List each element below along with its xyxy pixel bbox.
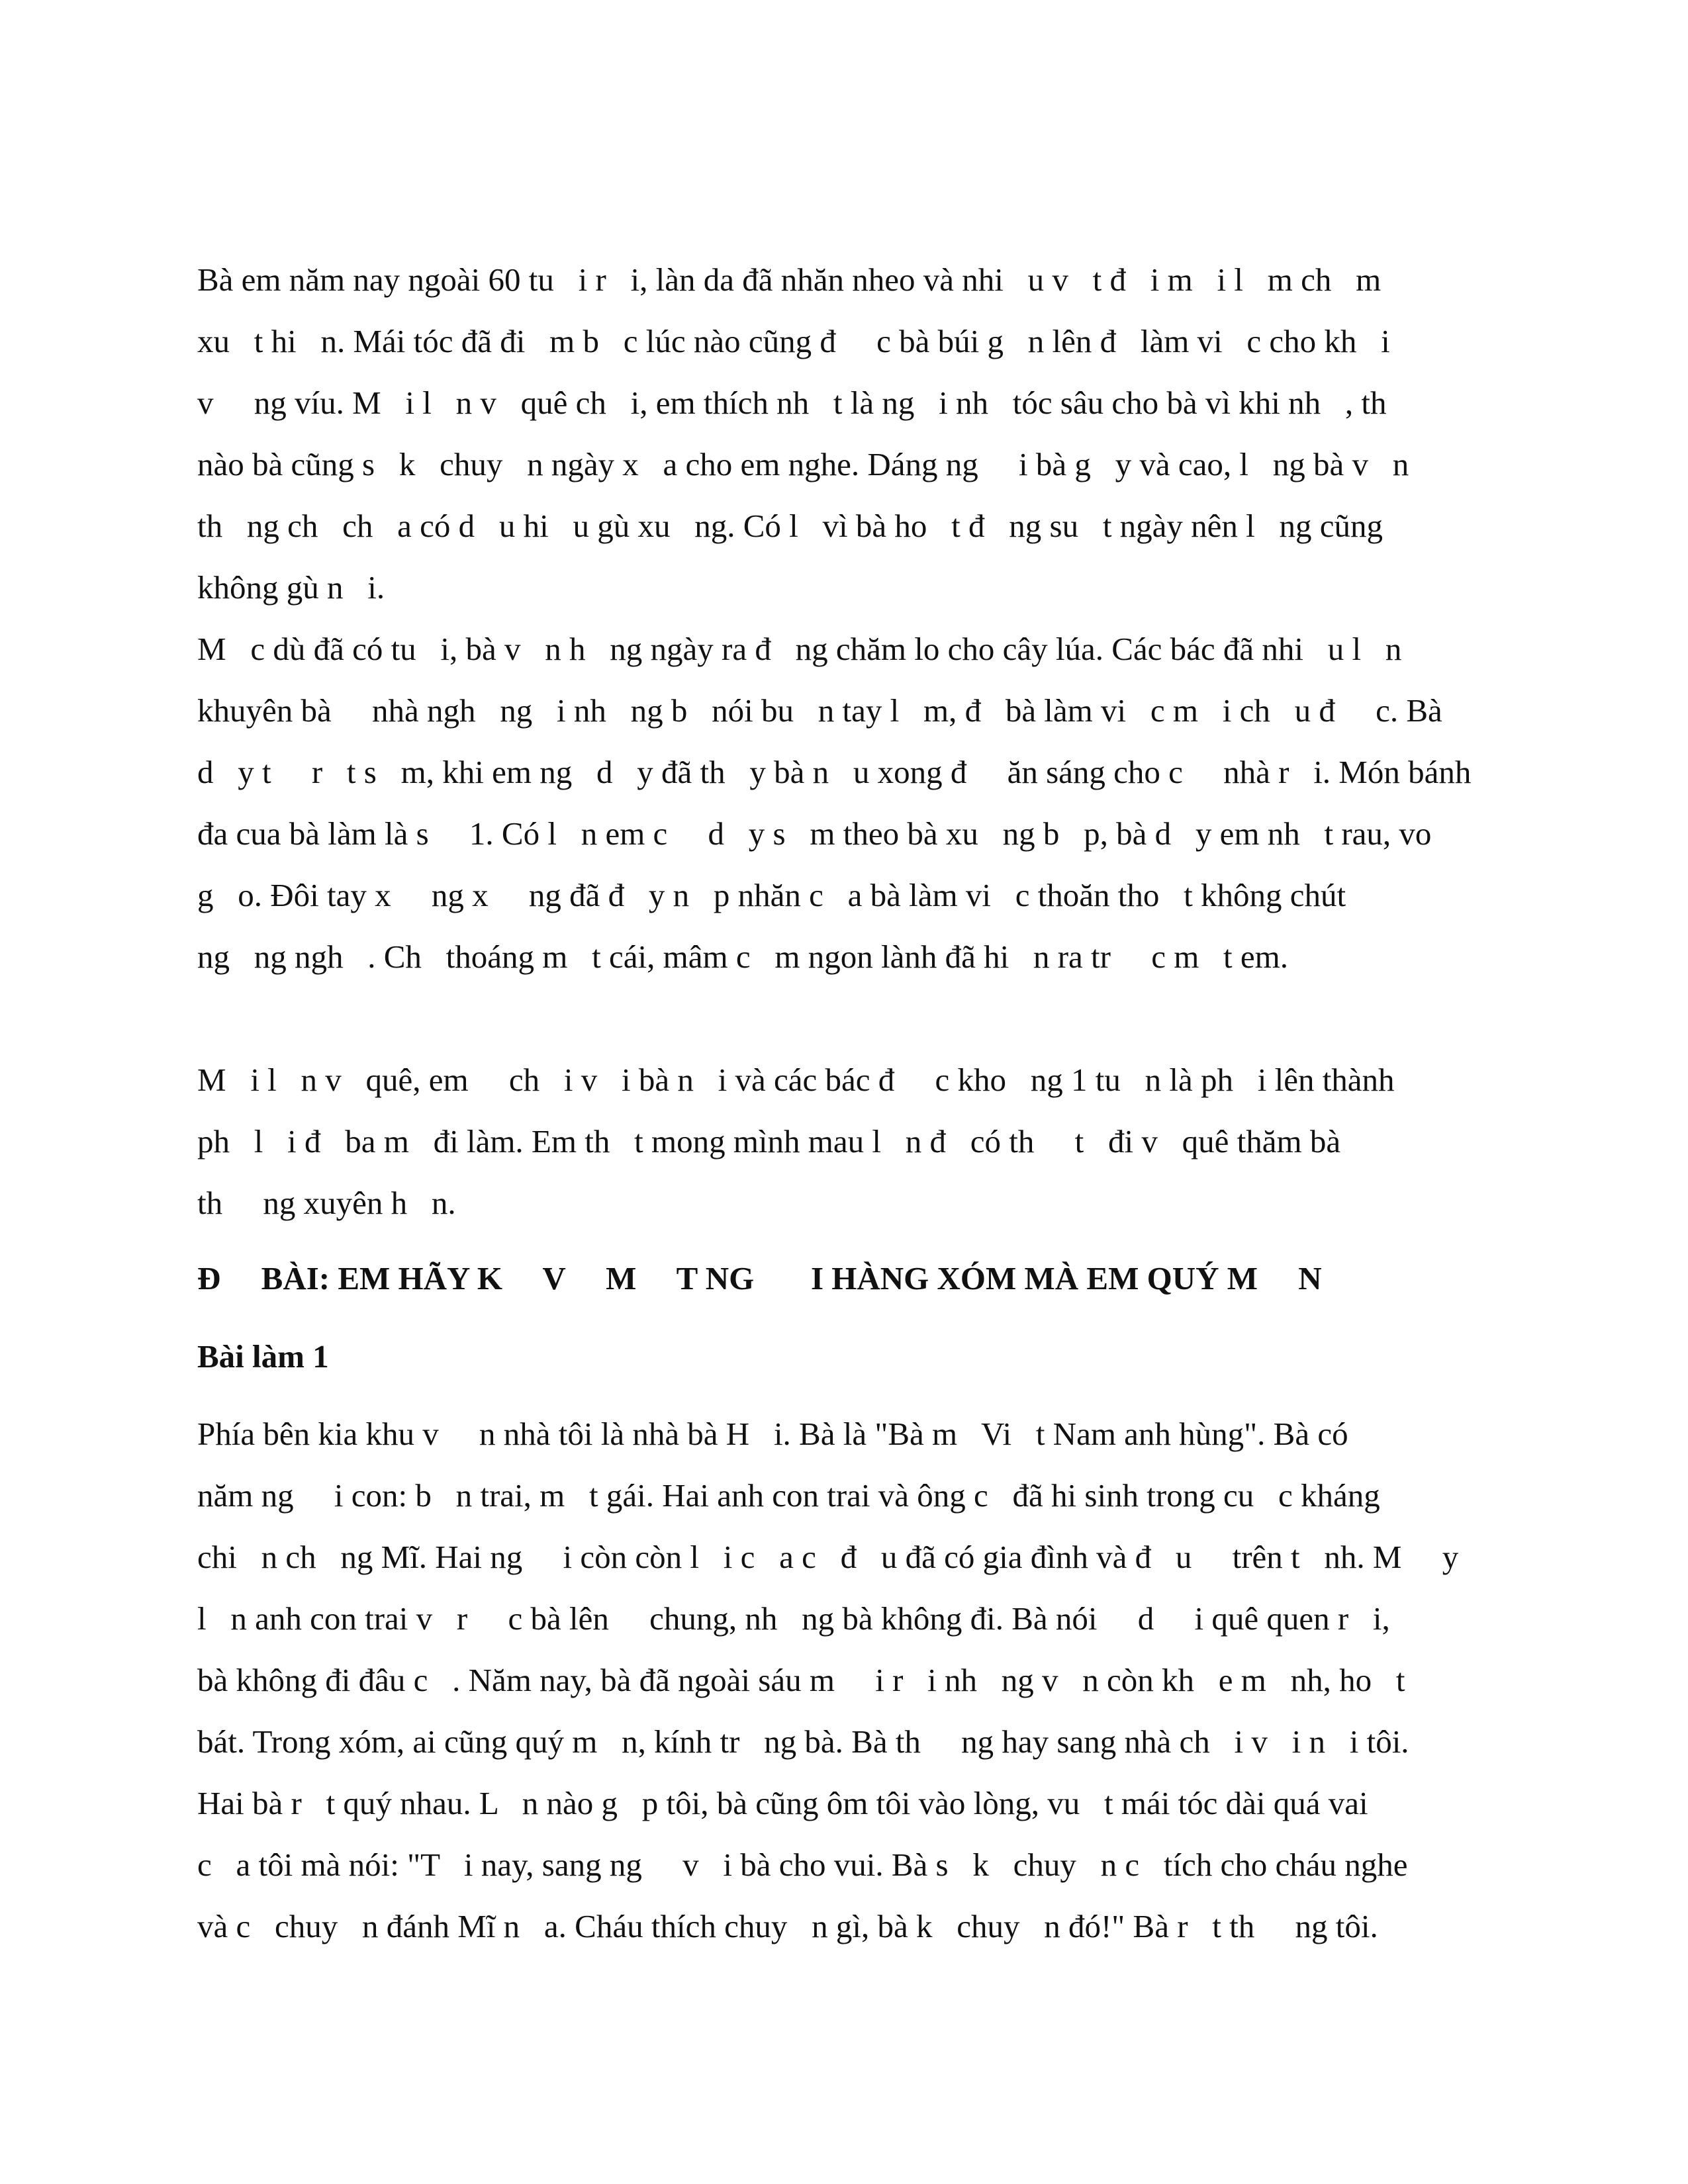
paragraph-line: g o. Đôi tay x ng x ng đã đ y n p nhăn c a bà làm vi c thoăn tho t không chút [197, 877, 1346, 913]
paragraph-line: d y t r t s m, khi em ng d y đã th y bà n u xong đ ăn sáng cho c nhà r i. Món bánh [197, 754, 1472, 790]
paragraph-line: và c chuy n đánh Mĩ n a. Cháu thích chuy n gì, bà k chuy n đó!" Bà r t th ng tôi. [197, 1908, 1378, 1944]
subheading: Bài làm 1 [197, 1338, 329, 1375]
paragraph-line: Bà em năm nay ngoài 60 tu i r i, làn da đã nhăn nheo và nhi u v t đ i m i l m ch m [197, 261, 1382, 298]
paragraph-line: c a tôi mà nói: "T i nay, sang ng v i bà cho vui. Bà s k chuy n c tích cho cháu nghe [197, 1846, 1408, 1883]
paragraph-line: Phía bên kia khu v n nhà tôi là nhà bà H i. Bà là "Bà m Vi t Nam anh hùng". Bà có [197, 1416, 1348, 1452]
paragraph-line: v ng víu. M i l n v quê ch i, em thích nh t là ng i nh tóc sâu cho bà vì khi nh , th [197, 385, 1387, 421]
paragraph-line: bà không đi đâu c . Năm nay, bà đã ngoài sáu m i r i nh ng v n còn kh e m nh, ho t [197, 1662, 1405, 1698]
paragraph-line: M i l n v quê, em ch i v i bà n i và các bác đ c kho ng 1 tu n là ph i lên thành [197, 1062, 1395, 1098]
paragraph-line: đa cua bà làm là s 1. Có l n em c d y s m theo bà xu ng b p, bà d y em nh t rau, vo [197, 815, 1432, 852]
paragraph-line: bát. Trong xóm, ai cũng quý m n, kính tr ng bà. Bà th ng hay sang nhà ch i v i n i tôi. [197, 1723, 1409, 1760]
paragraph-line: th ng xuyên h n. [197, 1185, 456, 1221]
paragraph-line: M c dù đã có tu i, bà v n h ng ngày ra đ ng chăm lo cho cây lúa. Các bác đã nhi u l n [197, 631, 1402, 667]
paragraph-line: khuyên bà nhà ngh ng i nh ng b nói bu n tay l m, đ bà làm vi c m i ch u đ c. Bà [197, 692, 1442, 729]
paragraph-line: l n anh con trai v r c bà lên chung, nh ng bà không đi. Bà nói d i quê quen r i, [197, 1600, 1390, 1637]
paragraph-line: ph l i đ ba m đi làm. Em th t mong mình mau l n đ có th t đi v quê thăm bà [197, 1123, 1341, 1160]
paragraph-line: nào bà cũng s k chuy n ngày x a cho em nghe. Dáng ng i bà g y và cao, l ng bà v n [197, 446, 1409, 482]
paragraph-line: Hai bà r t quý nhau. L n nào g p tôi, bà cũng ôm tôi vào lòng, vu t mái tóc dài quá vai [197, 1785, 1368, 1821]
paragraph-line: ng ng ngh . Ch thoáng m t cái, mâm c m ngon lành đã hi n ra tr c m t em. [197, 938, 1289, 975]
paragraph-line: xu t hi n. Mái tóc đã đi m b c lúc nào cũng đ c bà búi g n lên đ làm vi c cho kh i [197, 323, 1390, 359]
paragraph-line: th ng ch ch a có d u hi u gù xu ng. Có l vì bà ho t đ ng su t ngày nên l ng cũng [197, 508, 1383, 544]
paragraph-line: năm ng i con: b n trai, m t gái. Hai anh con trai và ông c đã hi sinh trong cu c kháng [197, 1477, 1380, 1514]
paragraph-line: chi n ch ng Mĩ. Hai ng i còn còn l i c a c đ u đã có gia đình và đ u trên t nh. M y [197, 1539, 1459, 1575]
paragraph-line: không gù n i. [197, 569, 385, 606]
section-heading: Đ BÀI: EM HÃY K V M T NG I HÀNG XÓM MÀ EM QUÝ M N [197, 1260, 1322, 1297]
